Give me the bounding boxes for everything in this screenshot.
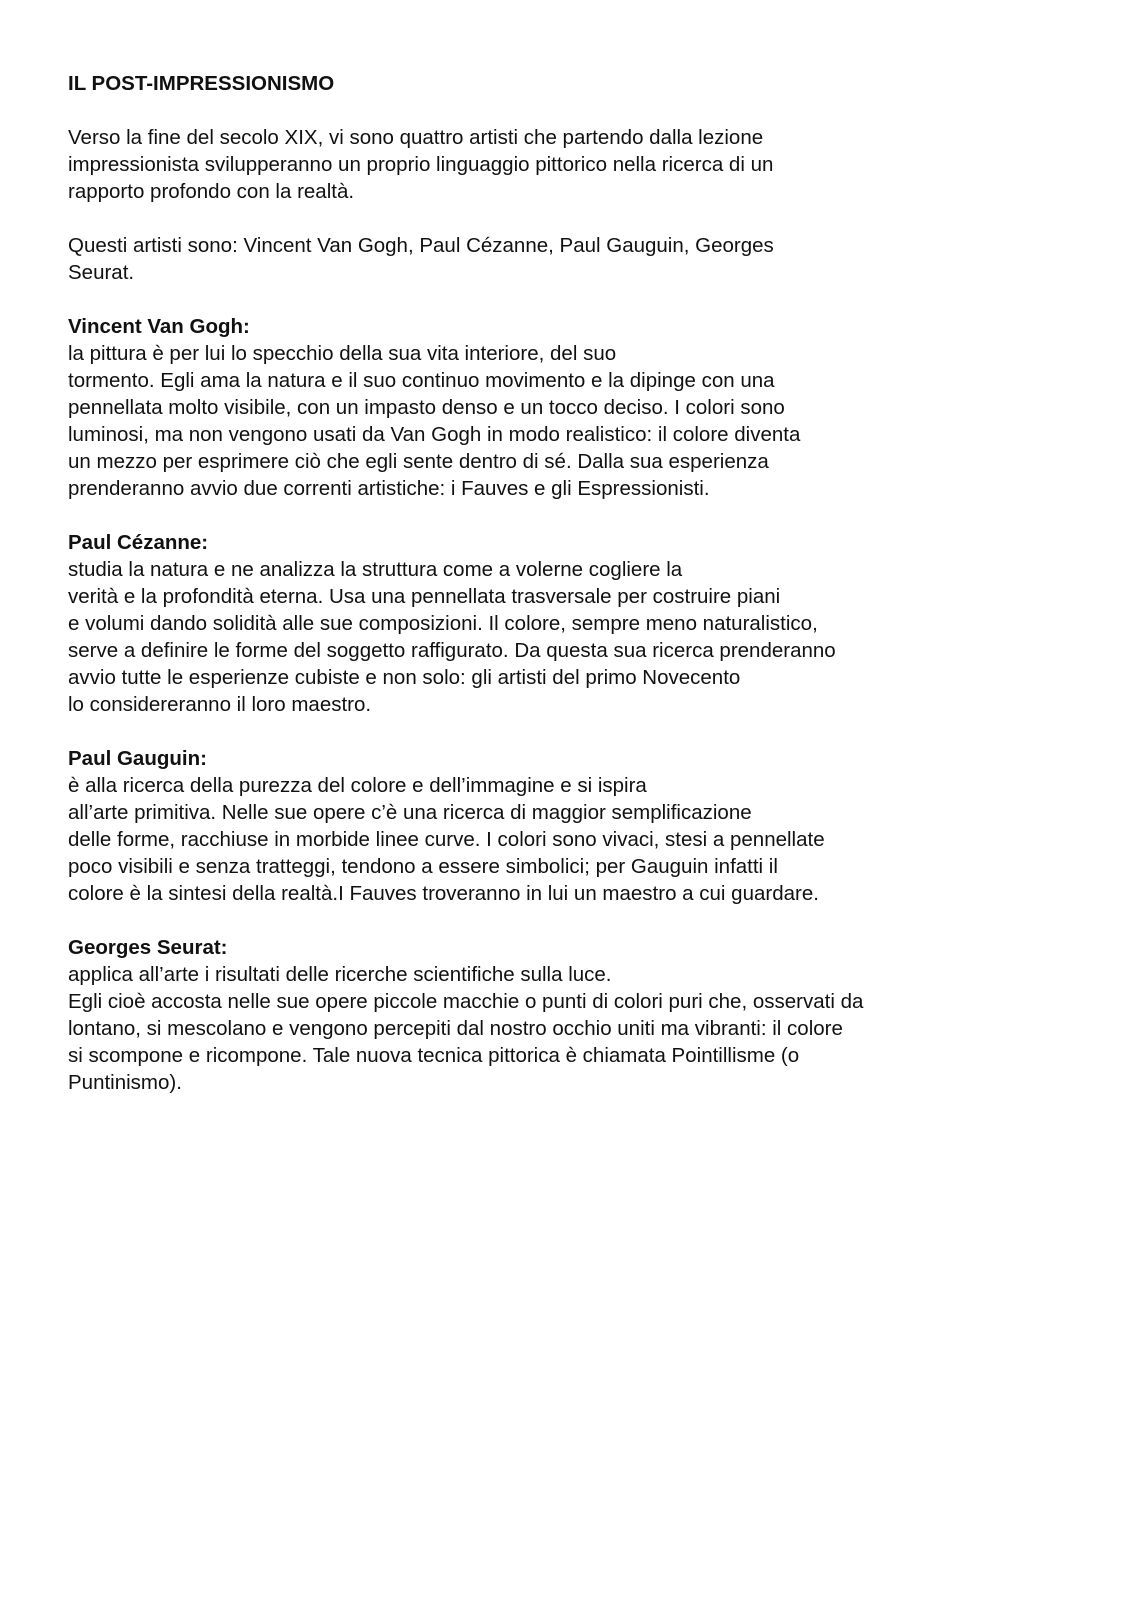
spacer [68, 97, 1068, 124]
section-line: prenderanno avvio due correnti artistiche: i Fauves e gli Espressionisti. [68, 477, 710, 500]
section-line: delle forme, racchiuse in morbide linee curve. I colori sono vivaci, stesi a pennellate [68, 828, 825, 851]
section-line: pennellata molto visibile, con un impasto denso e un tocco deciso. I colori sono [68, 396, 785, 419]
artists-list-line: Seurat. [68, 261, 135, 284]
section-line: lo considereranno il loro maestro. [68, 693, 372, 716]
section-line: all’arte primitiva. Nelle sue opere c’è una ricerca di maggior semplificazione [68, 801, 752, 824]
artists-list-line: Questi artisti sono: Vincent Van Gogh, Paul Cézanne, Paul Gauguin, Georges [68, 234, 774, 257]
intro-paragraph [68, 124, 1068, 205]
section-line: verità e la profondità eterna. Usa una pennellata trasversale per costruire piani [68, 585, 781, 608]
section-line: luminosi, ma non vengono usati da Van Gogh in modo realistico: il colore diventa [68, 423, 801, 446]
spacer [68, 286, 1068, 313]
section-line: la pittura è per lui lo specchio della sua vita interiore, del suo [68, 342, 617, 365]
section-line: poco visibili e senza tratteggi, tendono a essere simbolici; per Gauguin infatti il [68, 855, 778, 878]
section-line: Egli cioè accosta nelle sue opere piccole macchie o punti di colori puri che, osservati da [68, 990, 864, 1013]
section-heading: Paul Cézanne: [68, 531, 209, 554]
section-line: avvio tutte le esperienze cubiste e non solo: gli artisti del primo Novecento [68, 666, 741, 689]
intro-line: impressionista svilupperanno un proprio linguaggio pittorico nella ricerca di un [68, 153, 774, 176]
section-line: studia la natura e ne analizza la struttura come a volerne cogliere la [68, 558, 683, 581]
section-line: un mezzo per esprimere ciò che egli sente dentro di sé. Dalla sua esperienza [68, 450, 769, 473]
spacer [68, 718, 1068, 745]
section-line: tormento. Egli ama la natura e il suo continuo movimento e la dipinge con una [68, 369, 775, 392]
section-heading: Vincent Van Gogh: [68, 315, 250, 338]
section-van-gogh [68, 313, 1068, 502]
section-line: Puntinismo). [68, 1071, 182, 1094]
document-title: IL POST-IMPRESSIONISMO [68, 72, 335, 95]
artists-list-paragraph [68, 232, 1068, 286]
spacer [68, 205, 1068, 232]
spacer [68, 502, 1068, 529]
section-line: e volumi dando solidità alle sue composizioni. Il colore, sempre meno naturalistico, [68, 612, 818, 635]
section-heading: Georges Seurat: [68, 936, 228, 959]
intro-line: rapporto profondo con la realtà. [68, 180, 355, 203]
section-line: applica all’arte i risultati delle ricerche scientifiche sulla luce. [68, 963, 612, 986]
section-line: è alla ricerca della purezza del colore e dell’immagine e si ispira [68, 774, 647, 797]
section-line: si scompone e ricompone. Tale nuova tecnica pittorica è chiamata Pointillisme (o [68, 1044, 800, 1067]
section-cezanne [68, 529, 1068, 718]
section-seurat [68, 934, 1068, 1096]
section-line: lontano, si mescolano e vengono percepiti dal nostro occhio uniti ma vibranti: il colore [68, 1017, 843, 1040]
section-line: serve a definire le forme del soggetto raffigurato. Da questa sua ricerca prenderanno [68, 639, 836, 662]
document-body [68, 70, 1068, 1096]
spacer [68, 907, 1068, 934]
section-gauguin [68, 745, 1068, 907]
section-heading: Paul Gauguin: [68, 747, 207, 770]
section-line: colore è la sintesi della realtà.I Fauves troveranno in lui un maestro a cui guardare. [68, 882, 819, 905]
intro-line: Verso la fine del secolo XIX, vi sono quattro artisti che partendo dalla lezione [68, 126, 764, 149]
